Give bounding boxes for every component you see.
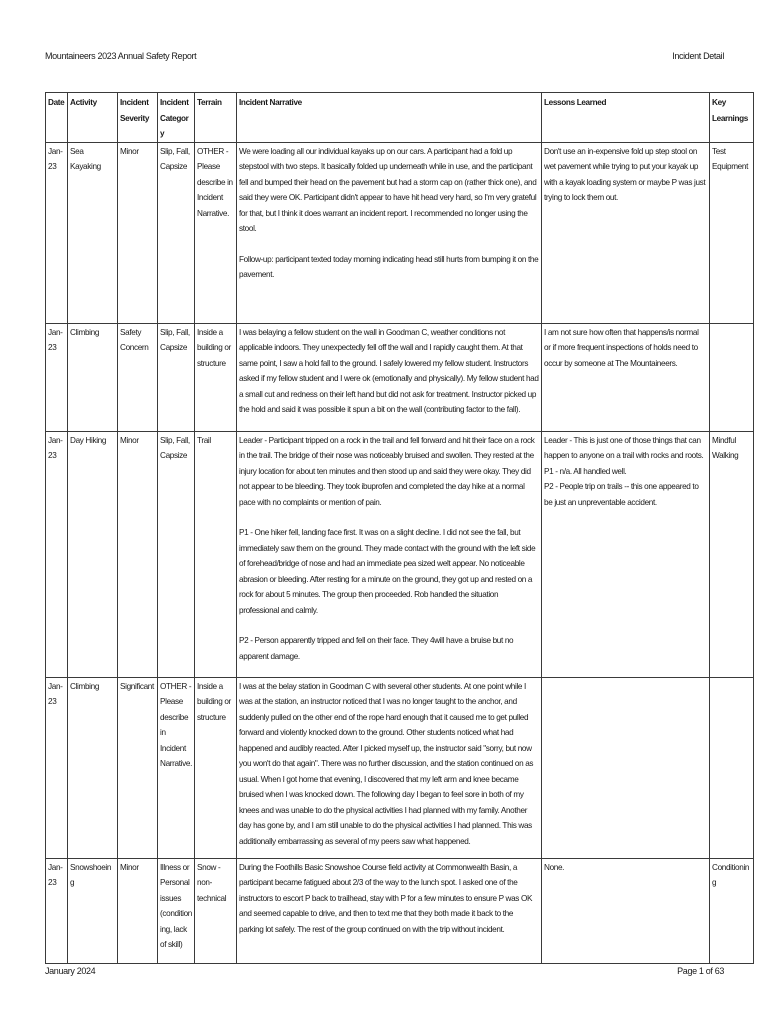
table-row <box>46 858 754 963</box>
lessons-cell <box>542 431 710 677</box>
page-number: Page 1 of 63 <box>677 966 724 976</box>
column-header: Activity <box>68 93 118 143</box>
lessons-paragraph: Leader - This is just one of those things that can happen to anyone on a trail with rocks and roots. <box>544 435 704 460</box>
table-row <box>46 323 754 431</box>
report-date: January 2024 <box>45 966 96 976</box>
column-header: Incident Severity <box>118 93 158 143</box>
lessons-paragraph: P1 - n/a. All handled well. <box>544 466 627 476</box>
key-learnings-cell: Test Equipment <box>710 142 754 323</box>
table-row <box>46 142 754 323</box>
column-header: Incident Narrative <box>237 93 542 143</box>
narrative-paragraph: During the Foothills Basic Snowshoe Course field activity at Commonwealth Basin, a participant became fatigued about 2/3 of the way to the lunch spot. I asked one of the instructors to escort P back to trailhead, stay with P for a few minutes to ensure P was OK and seemed capable to drive, and then to text me that they both made it back to the parking lot safely. The rest of the group continued on with the trip without incident. <box>239 862 533 934</box>
severity-cell: Safety Concern <box>118 323 158 431</box>
key-learnings-cell: Conditioning <box>710 858 754 963</box>
narrative-paragraph: We were loading all our individual kayaks up on our cars. A participant had a fold up stepstool with two steps. It basically folded up underneath while in use, and the participant fell and bumped their head on the pavement but had a storm cap on (rather thick one), and said they were OK. Participant didn't appear to have hit head very hard, so I'm very grateful for that, but I think it does warrant an incident report. I recommended no longer using the stool. <box>239 146 537 233</box>
narrative-paragraph: I was at the belay station in Goodman C with several other students. At one point while I was at the station, an instructor noticed that I was no longer taught to the anchor, and suddenly pulled on the other end of the rope hard enough that it caused me to get pulled forward and violently knocked down to the ground. Other students noticed what had happened and audibly reacted. After I picked myself up, the instructor said "sorry, but now you won't do that again". There was no further discussion, and the station continued on as usual. When I got home that evening, I discovered that my left arm and knee became bruised when I was knocked down. The following day I began to feel sore in both of my knees and was unable to do the physical activities I had planned with my family. Another day has gone by, and I am still unable to do the physical activities I had planned. This was additionally embarrassing as several of my peers saw what happened. <box>239 681 534 846</box>
severity-cell: Minor <box>118 858 158 963</box>
terrain-cell: Inside a building or structure <box>195 323 237 431</box>
category-cell: Slip, Fall, Capsize <box>158 323 195 431</box>
key-learnings-cell: Mindful Walking <box>710 431 754 677</box>
table-row <box>46 431 754 677</box>
incident-table <box>45 92 754 964</box>
severity-cell: Minor <box>118 142 158 323</box>
severity-cell: Significant <box>118 677 158 858</box>
column-header: Terrain <box>195 93 237 143</box>
activity-cell: Climbing <box>68 323 118 431</box>
terrain-cell: OTHER - Please describe in Incident Narrative. <box>195 142 237 323</box>
section-title: Incident Detail <box>672 51 724 61</box>
column-header: Key Learnings <box>710 93 754 143</box>
lessons-cell <box>542 677 710 858</box>
lessons-paragraph: Don't use an in-expensive fold up step stool on wet pavement while trying to put your kayak up with a kayak loading system or maybe P was just trying to lock them out. <box>544 146 706 202</box>
lessons-cell <box>542 858 710 963</box>
lessons-paragraph: I am not sure how often that happens/is normal or if more frequent inspections of holds need to occur by someone at The Mountaineers. <box>544 327 699 368</box>
activity-cell: Sea Kayaking <box>68 142 118 323</box>
terrain-cell: Snow - non-technical <box>195 858 237 963</box>
table-body <box>46 142 754 963</box>
lessons-paragraph: None. <box>544 862 565 872</box>
activity-cell: Climbing <box>68 677 118 858</box>
category-cell: OTHER - Please describe in Incident Narrative. <box>158 677 195 858</box>
date-cell: Jan-23 <box>46 142 68 323</box>
terrain-cell: Trail <box>195 431 237 677</box>
category-cell: Illness or Personal issues (conditioning, lack of skill) <box>158 858 195 963</box>
lessons-paragraph: P2 - People trip on trails -- this one appeared to be just an unpreventable accident. <box>544 482 699 507</box>
lessons-cell <box>542 323 710 431</box>
activity-cell: Snowshoeing <box>68 858 118 963</box>
category-cell: Slip, Fall, Capsize <box>158 431 195 677</box>
narrative-paragraph: Leader - Participant tripped on a rock in the trail and fell forward and hit their face on a rock in the trail. The bridge of their nose was noticeably bruised and swollen. They rested at the injury location for about ten minutes and then stood up and said they were okay. They did not appear to be bleeding. They took ibuprofen and completed the day hike at a normal pace with no complaints or mention of pain. <box>239 435 535 507</box>
activity-cell: Day Hiking <box>68 431 118 677</box>
narrative-cell <box>237 677 542 858</box>
narrative-cell <box>237 323 542 431</box>
report-title: Mountaineers 2023 Annual Safety Report <box>45 51 197 61</box>
date-cell: Jan-23 <box>46 858 68 963</box>
terrain-cell: Inside a building or structure <box>195 677 237 858</box>
column-header: Incident Category <box>158 93 195 143</box>
date-cell: Jan-23 <box>46 323 68 431</box>
narrative-paragraph: P2 - Person apparently tripped and fell on their face. They 4will have a bruise but no apparent damage. <box>239 636 514 661</box>
category-cell: Slip, Fall, Capsize <box>158 142 195 323</box>
narrative-cell <box>237 858 542 963</box>
narrative-cell <box>237 142 542 323</box>
lessons-cell <box>542 142 710 323</box>
narrative-cell <box>237 431 542 677</box>
severity-cell: Minor <box>118 431 158 677</box>
date-cell: Jan-23 <box>46 431 68 677</box>
table-row <box>46 677 754 858</box>
date-cell: Jan-23 <box>46 677 68 858</box>
narrative-paragraph: I was belaying a fellow student on the wall in Goodman C, weather conditions not applicable indoors. They unexpectedly fell off the wall and I rapidly caught them. At that same point, I saw a hold fall to the ground. I safely lowered my fellow student. Instructors asked if my fellow student and I were ok (emotionally and physically). My fellow student had a small cut and redness on their left hand but did not ask for treatment. Instructor picked up the hold and said it was possible it spun a bit on the wall (contributing factor to the fall). <box>239 327 539 414</box>
narrative-paragraph: P1 - One hiker fell, landing face first. It was on a slight decline. I did not see the fall, but immediately saw them on the ground. They made contact with the ground with the left side of forehead/bridge of nose and had an immediate pea sized welt appear. No noticeable abrasion or bleeding. After resting for a minute on the ground, they got up and rested on a rock for about 5 minutes. The group then proceeded. Rob handled the situation professional and calmly. <box>239 528 536 615</box>
narrative-paragraph: Follow-up: participant texted today morning indicating head still hurts from bumping it on the pavement. <box>239 254 539 279</box>
column-header: Date <box>46 93 68 143</box>
column-header: Lessons Learned <box>542 93 710 143</box>
table-header-row <box>46 93 754 143</box>
key-learnings-cell <box>710 677 754 858</box>
key-learnings-cell <box>710 323 754 431</box>
